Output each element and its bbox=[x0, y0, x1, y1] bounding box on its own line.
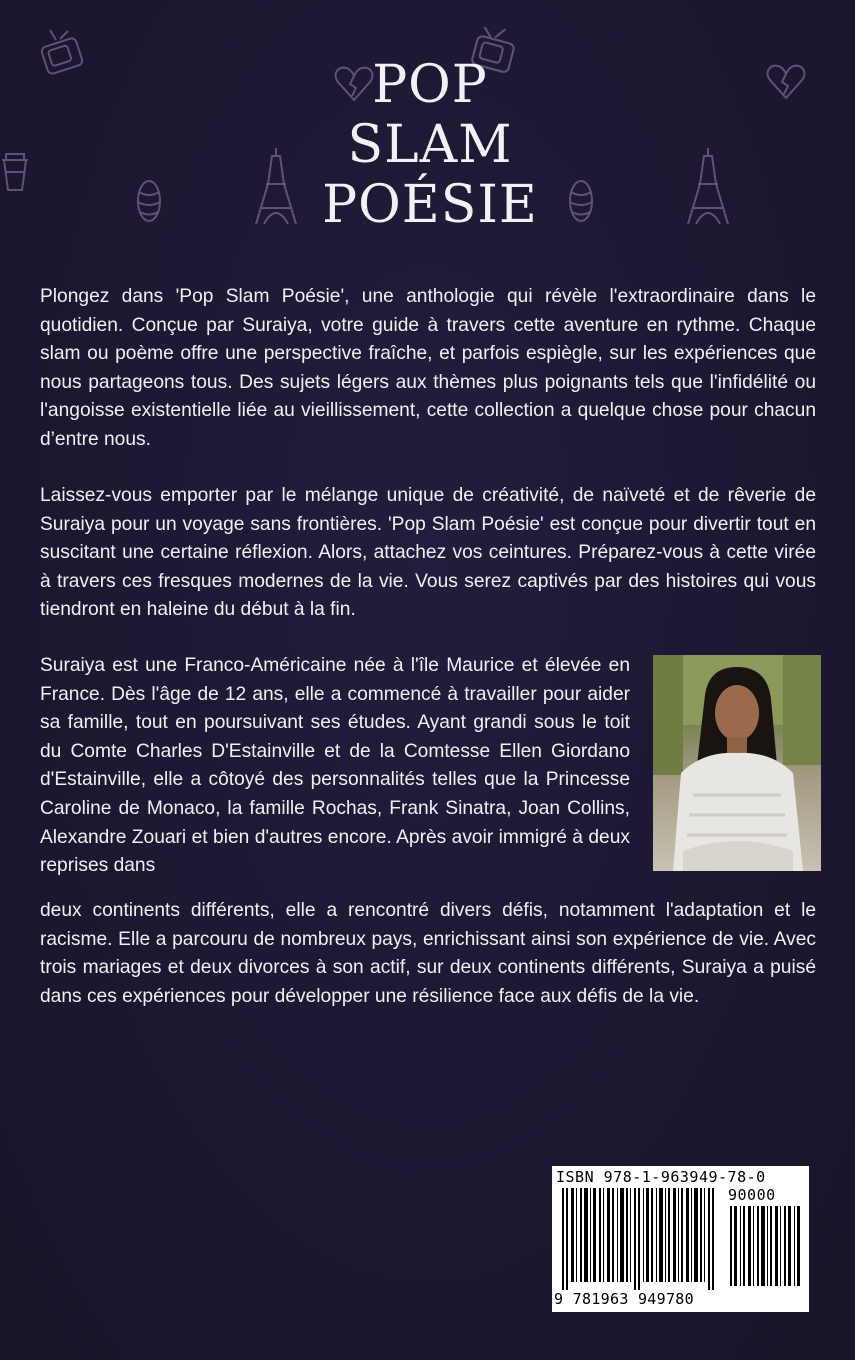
author-bio-part-1: Suraiya est une Franco-Américaine née à l'île Maurice et élevée en France. Dès l'âge de 12 ans, elle a commencé à travailler pour aider sa famille, tout en poursuivant ses études. Ayant grandi sous le toit du Comte Charles D'Estainville et de la Comtesse Ellen Giordano d'Estainville, elle a côtoyé des personnalités telles que la Princesse Caroline de Monaco, la famille Rochas, Frank Sinatra, Joan Collins, Alexandre Zouari et bien d'autres encore. Après avoir immigré à deux reprises dans bbox=[40, 655, 630, 877]
addon-bars bbox=[730, 1206, 802, 1286]
eiffel-tower-icon bbox=[248, 146, 304, 226]
author-photo bbox=[653, 655, 821, 871]
ean-digits: 9 781963 949780 bbox=[554, 1290, 694, 1308]
tv-icon bbox=[38, 28, 88, 78]
broken-heart-icon bbox=[764, 60, 808, 104]
croissant-icon bbox=[566, 178, 596, 224]
blurb-paragraph-1: Plongez dans 'Pop Slam Poésie', une anthologie qui révèle l'extraordinaire dans le quotidien. Conçue par Suraiya, votre guide à travers cette aventure en rythme. Chaque slam ou poème offre une perspective fraîche, et parfois espiègle, sur les expériences que nous partageons tous. Des sujets légers aux thèmes plus poignants tels que l'infidélité ou l'angoisse existentielle liée au vieillissement, cette collection a quelque chose pour chacun d’entre nous. bbox=[40, 286, 816, 450]
isbn-barcode bbox=[552, 1166, 809, 1312]
ean-bars bbox=[562, 1188, 722, 1290]
title-line-pop: POP bbox=[372, 55, 488, 115]
blurb-paragraph-2: Laissez-vous emporter par le mélange unique de créativité, de naïveté et de rêverie de Suraiya pour un voyage sans frontières. 'Pop Slam Poésie' est conçue pour divertir tout en suscitant une certaine réflexion. Alors, attachez vos ceintures. Préparez-vous à cette virée à travers ces fresques modernes de la vie. Vous serez captivés par des histoires qui vous tiendront en haleine du début à la fin. bbox=[40, 485, 816, 621]
book-title bbox=[300, 55, 560, 235]
author-bio-part-2: deux continents différents, elle a rencontré divers défis, notamment l'adaptation et le racisme. Elle a parcouru de nombreux pays, enrichissant ainsi son expérience de vie. Avec trois mariages et deux divorces à son actif, sur deux continents différents, Suraiya a puisé dans ces expériences pour développer une résilience face aux défis de la vie. bbox=[40, 900, 816, 1007]
isbn-label: ISBN 978-1-963949-78-0 bbox=[556, 1168, 766, 1186]
price-code: 90000 bbox=[728, 1186, 776, 1204]
croissant-icon bbox=[134, 178, 164, 224]
coffee-cup-icon bbox=[0, 150, 30, 194]
eiffel-tower-icon bbox=[680, 146, 736, 226]
title-line-slam: SLAM bbox=[347, 115, 513, 175]
title-line-poesie: POÉSIE bbox=[322, 175, 538, 235]
